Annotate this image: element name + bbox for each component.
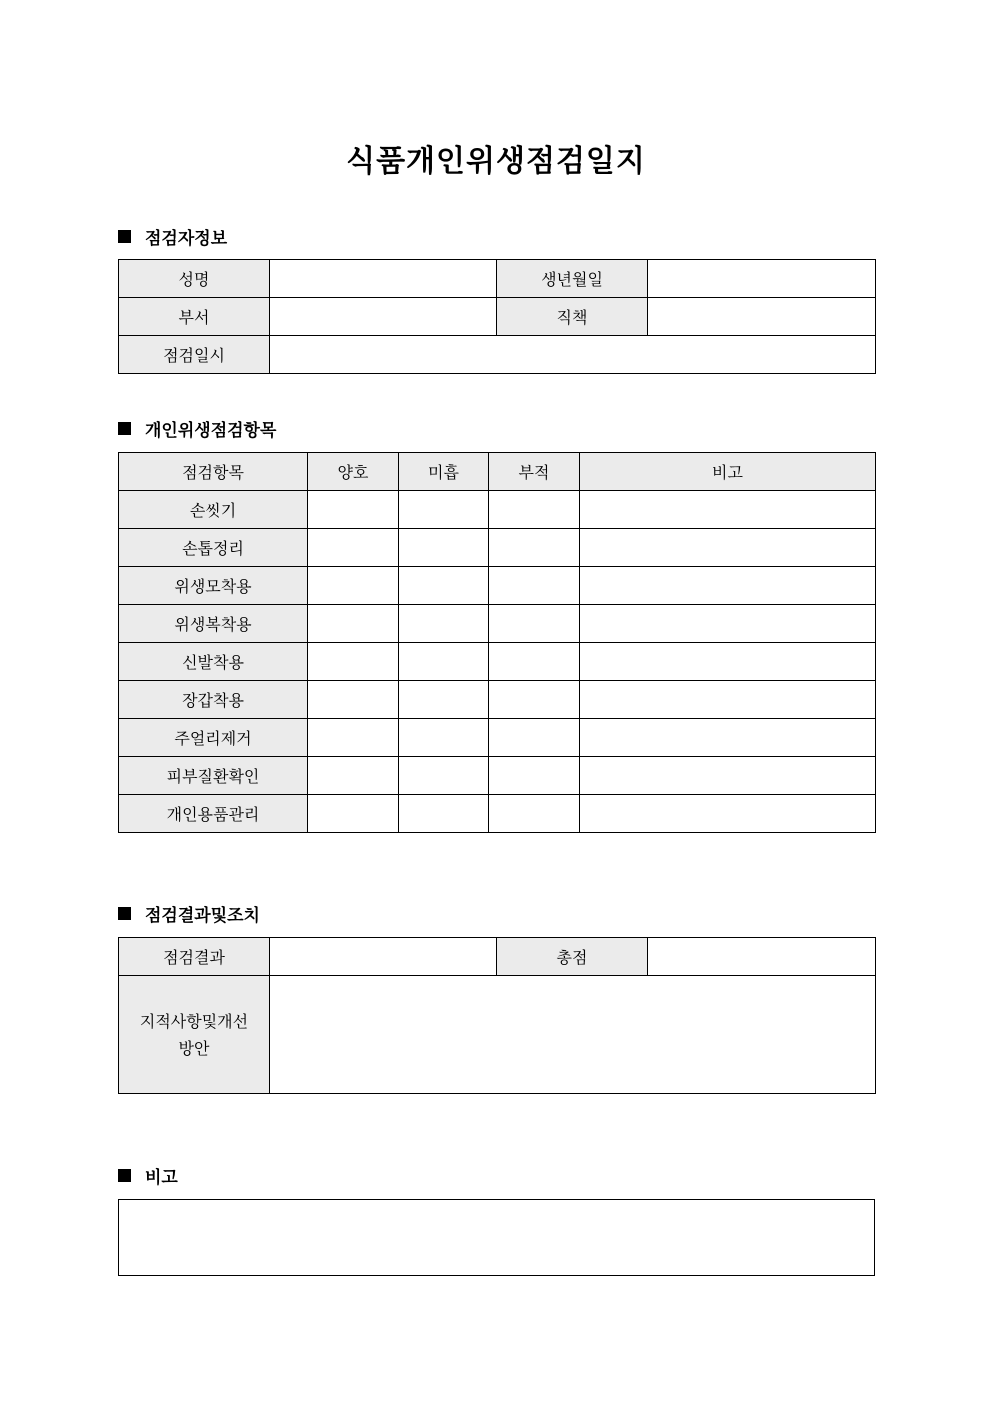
hygiene-table — [118, 452, 876, 833]
good-cell[interactable] — [308, 529, 399, 567]
section-hygiene-heading — [118, 416, 276, 441]
remark-cell[interactable] — [580, 681, 876, 719]
table-row — [119, 795, 876, 833]
action-label — [119, 976, 270, 1094]
datetime-label: 점검일시 — [119, 336, 270, 374]
remark-cell[interactable] — [580, 795, 876, 833]
poor-cell[interactable] — [399, 757, 489, 795]
section-remarks-title: 비고 — [145, 1168, 178, 1188]
dept-label: 부서 — [119, 298, 270, 336]
table-row — [119, 491, 876, 529]
remark-cell[interactable] — [580, 605, 876, 643]
good-cell[interactable] — [308, 605, 399, 643]
item-label: 신발착용 — [119, 643, 308, 681]
poor-cell[interactable] — [399, 567, 489, 605]
name-field[interactable] — [270, 260, 497, 298]
score-field[interactable] — [648, 938, 876, 976]
unfit-cell[interactable] — [489, 757, 580, 795]
col-header-good: 양호 — [308, 453, 399, 491]
unfit-cell[interactable] — [489, 681, 580, 719]
section-hygiene-title: 개인위생점검항목 — [145, 421, 277, 441]
table-row — [119, 719, 876, 757]
unfit-cell[interactable] — [489, 567, 580, 605]
poor-cell[interactable] — [399, 605, 489, 643]
poor-cell[interactable] — [399, 719, 489, 757]
table-row — [119, 298, 876, 336]
square-bullet-icon — [118, 907, 131, 920]
good-cell[interactable] — [308, 681, 399, 719]
remark-cell[interactable] — [580, 719, 876, 757]
item-label: 장갑착용 — [119, 681, 308, 719]
poor-cell[interactable] — [399, 795, 489, 833]
good-cell[interactable] — [308, 795, 399, 833]
remark-cell[interactable] — [580, 529, 876, 567]
unfit-cell[interactable] — [489, 719, 580, 757]
item-label: 위생복착용 — [119, 605, 308, 643]
remark-cell[interactable] — [580, 491, 876, 529]
square-bullet-icon — [118, 230, 131, 243]
item-label: 개인용품관리 — [119, 795, 308, 833]
remarks-field[interactable] — [118, 1199, 875, 1276]
section-result-title: 점검결과및조치 — [145, 906, 260, 926]
good-cell[interactable] — [308, 643, 399, 681]
inspector-table — [118, 259, 876, 374]
unfit-cell[interactable] — [489, 795, 580, 833]
item-label: 피부질환확인 — [119, 757, 308, 795]
remark-cell[interactable] — [580, 643, 876, 681]
table-header-row — [119, 453, 876, 491]
col-header-unfit: 부적 — [489, 453, 580, 491]
item-label: 손씻기 — [119, 491, 308, 529]
table-row — [119, 643, 876, 681]
result-table — [118, 937, 876, 1094]
datetime-field[interactable] — [270, 336, 876, 374]
table-row — [119, 757, 876, 795]
section-inspector-title: 점검자정보 — [145, 229, 228, 249]
page-title: 식품개인위생점검일지 — [346, 144, 646, 179]
table-row — [119, 567, 876, 605]
position-label: 직책 — [497, 298, 648, 336]
poor-cell[interactable] — [399, 491, 489, 529]
poor-cell[interactable] — [399, 643, 489, 681]
unfit-cell[interactable] — [489, 643, 580, 681]
item-label: 주얼리제거 — [119, 719, 308, 757]
result-field[interactable] — [270, 938, 497, 976]
dept-field[interactable] — [270, 298, 497, 336]
remark-cell[interactable] — [580, 757, 876, 795]
square-bullet-icon — [118, 1169, 131, 1182]
action-label-line2: 방안 — [178, 1038, 210, 1058]
good-cell[interactable] — [308, 757, 399, 795]
good-cell[interactable] — [308, 567, 399, 605]
col-header-item: 점검항목 — [119, 453, 308, 491]
table-row — [119, 681, 876, 719]
table-row — [119, 605, 876, 643]
birth-label: 생년월일 — [497, 260, 648, 298]
name-label: 성명 — [119, 260, 270, 298]
birth-field[interactable] — [648, 260, 876, 298]
table-row — [119, 938, 876, 976]
poor-cell[interactable] — [399, 529, 489, 567]
poor-cell[interactable] — [399, 681, 489, 719]
table-row — [119, 976, 876, 1094]
action-label-line1: 지적사항및개선 — [139, 1011, 249, 1031]
unfit-cell[interactable] — [489, 491, 580, 529]
table-row — [119, 260, 876, 298]
position-field[interactable] — [648, 298, 876, 336]
col-header-poor: 미흡 — [399, 453, 489, 491]
section-inspector-heading — [118, 224, 227, 249]
remark-cell[interactable] — [580, 567, 876, 605]
table-row — [119, 529, 876, 567]
col-header-remark: 비고 — [580, 453, 876, 491]
good-cell[interactable] — [308, 491, 399, 529]
table-row — [119, 336, 876, 374]
square-bullet-icon — [118, 422, 131, 435]
action-field[interactable] — [270, 976, 876, 1094]
unfit-cell[interactable] — [489, 529, 580, 567]
section-result-heading — [118, 901, 260, 926]
item-label: 손톱정리 — [119, 529, 308, 567]
item-label: 위생모착용 — [119, 567, 308, 605]
good-cell[interactable] — [308, 719, 399, 757]
score-label: 총점 — [497, 938, 648, 976]
result-label: 점검결과 — [119, 938, 270, 976]
unfit-cell[interactable] — [489, 605, 580, 643]
section-remarks-heading — [118, 1163, 178, 1188]
